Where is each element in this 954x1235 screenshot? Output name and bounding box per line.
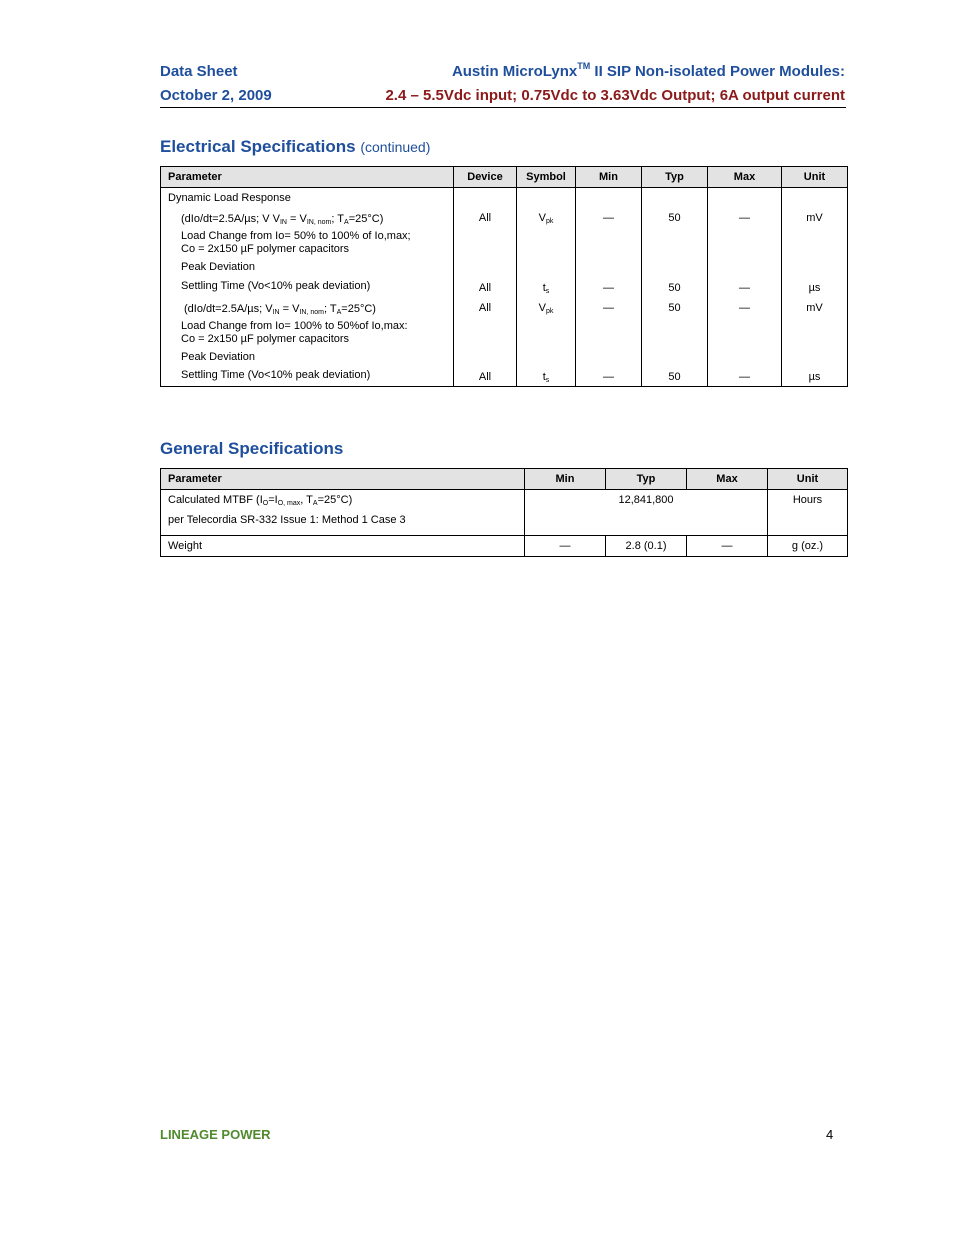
min-value: — (603, 212, 614, 224)
symbol-value: $V_{pk}$ (538, 212, 554, 225)
mtbf-parameter (161, 490, 525, 536)
parameter-cell (161, 188, 454, 387)
param-settle-2: Settling Time (Vo<10% peak deviation) (181, 369, 371, 381)
unit-value: mV (806, 212, 823, 224)
col-header-min: Min (525, 469, 606, 490)
col-header-parameter: Parameter (161, 469, 525, 490)
typ-value: 50 (668, 371, 681, 383)
product-suffix: II SIP Non-isolated Power Modules: (590, 63, 845, 80)
device-value: All (478, 282, 492, 294)
device-value: All (478, 371, 492, 383)
param-load-change-2b: Co = 2x150 µF polymer capacitors (181, 333, 350, 345)
typ-value: 50 (668, 212, 681, 224)
symbol-value: $V_{pk}$ (538, 302, 554, 315)
col-header-unit: Unit (768, 469, 848, 490)
table-row (161, 490, 848, 536)
mtbf-param-line-2: per Telecordia SR-332 Issue 1: Method 1 Case 3 (168, 514, 406, 526)
unit-value: mV (806, 302, 823, 314)
param-condition-2: (dIo/dt=2.5A/µs; $V_{IN} = V_{IN, nom}$; $T_A=25^\circ C$) (184, 303, 376, 316)
weight-typ: 2.8 (0.1) (606, 536, 687, 557)
param-settle-1: Settling Time (Vo<10% peak deviation) (181, 280, 371, 292)
symbol-cell (517, 188, 576, 387)
max-value: — (739, 282, 750, 294)
table-row (161, 188, 848, 387)
mtbf-param-line-1: Calculated MTBF ($I_O=I_{O, max}$, $T_A=25^\circ C$) (168, 494, 353, 507)
general-specs-title: General Specifications (160, 439, 344, 458)
weight-min: — (525, 536, 606, 557)
col-header-min: Min (576, 167, 642, 188)
col-header-parameter: Parameter (161, 167, 454, 188)
param-load-change-1a: Load Change from Io= 50% to 100% of Io,max; (181, 230, 411, 242)
max-value: — (739, 371, 750, 383)
min-value: — (603, 302, 614, 314)
col-header-typ: Typ (606, 469, 687, 490)
footer-brand (160, 1127, 271, 1142)
general-specs-table (160, 468, 848, 557)
electrical-specs-table (160, 166, 848, 387)
param-peak-1: Peak Deviation (181, 261, 255, 273)
trademark-mark: TM (577, 61, 591, 71)
param-load-change-1b: Co = 2x150 µF polymer capacitors (181, 243, 350, 255)
unit-value: µs (808, 282, 821, 294)
page-number: 4 (826, 1127, 834, 1142)
typ-cell (642, 188, 708, 387)
weight-max: — (687, 536, 768, 557)
col-header-typ: Typ (642, 167, 708, 188)
weight-unit: g (oz.) (768, 536, 848, 557)
symbol-value: $t_s$ (542, 282, 550, 295)
max-cell (708, 188, 782, 387)
table-header-row (161, 469, 848, 490)
footer-brand-a: LINEAGE (160, 1127, 218, 1142)
min-cell (576, 188, 642, 387)
footer-brand-b: POWER (221, 1127, 271, 1142)
typ-value: 50 (668, 302, 681, 314)
product-title (452, 61, 845, 80)
unit-value: µs (808, 371, 821, 383)
product-subtitle: 2.4 – 5.5Vdc input; 0.75Vdc to 3.63Vdc Output; 6A output current (385, 87, 845, 104)
max-value: — (739, 302, 750, 314)
mtbf-typ-value: 12,841,800 (525, 490, 768, 536)
device-value: All (478, 302, 492, 314)
unit-cell (782, 188, 848, 387)
col-header-device: Device (454, 167, 517, 188)
mtbf-unit: Hours (768, 490, 848, 536)
col-header-max: Max (708, 167, 782, 188)
symbol-value: $t_s$ (542, 371, 550, 384)
param-load-change-2a: Load Change from Io= 100% to 50%of Io,max: (181, 320, 408, 332)
param-heading: Dynamic Load Response (168, 192, 291, 204)
doc-date: October 2, 2009 (160, 87, 272, 104)
doc-type: Data Sheet (160, 63, 238, 80)
table-header-row (161, 167, 848, 188)
device-value: All (478, 212, 492, 224)
col-header-unit: Unit (782, 167, 848, 188)
min-value: — (603, 371, 614, 383)
param-peak-2: Peak Deviation (181, 351, 255, 363)
device-cell (454, 188, 517, 387)
electrical-specs-note: (continued) (360, 139, 431, 155)
col-header-max: Max (687, 469, 768, 490)
electrical-specs-title (160, 137, 430, 157)
min-value: — (603, 282, 614, 294)
header-divider (160, 107, 846, 108)
param-condition-1: (dIo/dt=2.5A/µs; V $V_{IN} = V_{IN, nom}$; $T_A=25^\circ C$) (181, 213, 384, 226)
max-value: — (739, 212, 750, 224)
typ-value: 50 (668, 282, 681, 294)
product-prefix: Austin MicroLynx (451, 63, 578, 80)
table-row (161, 536, 848, 557)
col-header-symbol: Symbol (517, 167, 576, 188)
weight-parameter: Weight (161, 536, 525, 557)
electrical-specs-heading: Electrical Specifications (160, 137, 356, 156)
